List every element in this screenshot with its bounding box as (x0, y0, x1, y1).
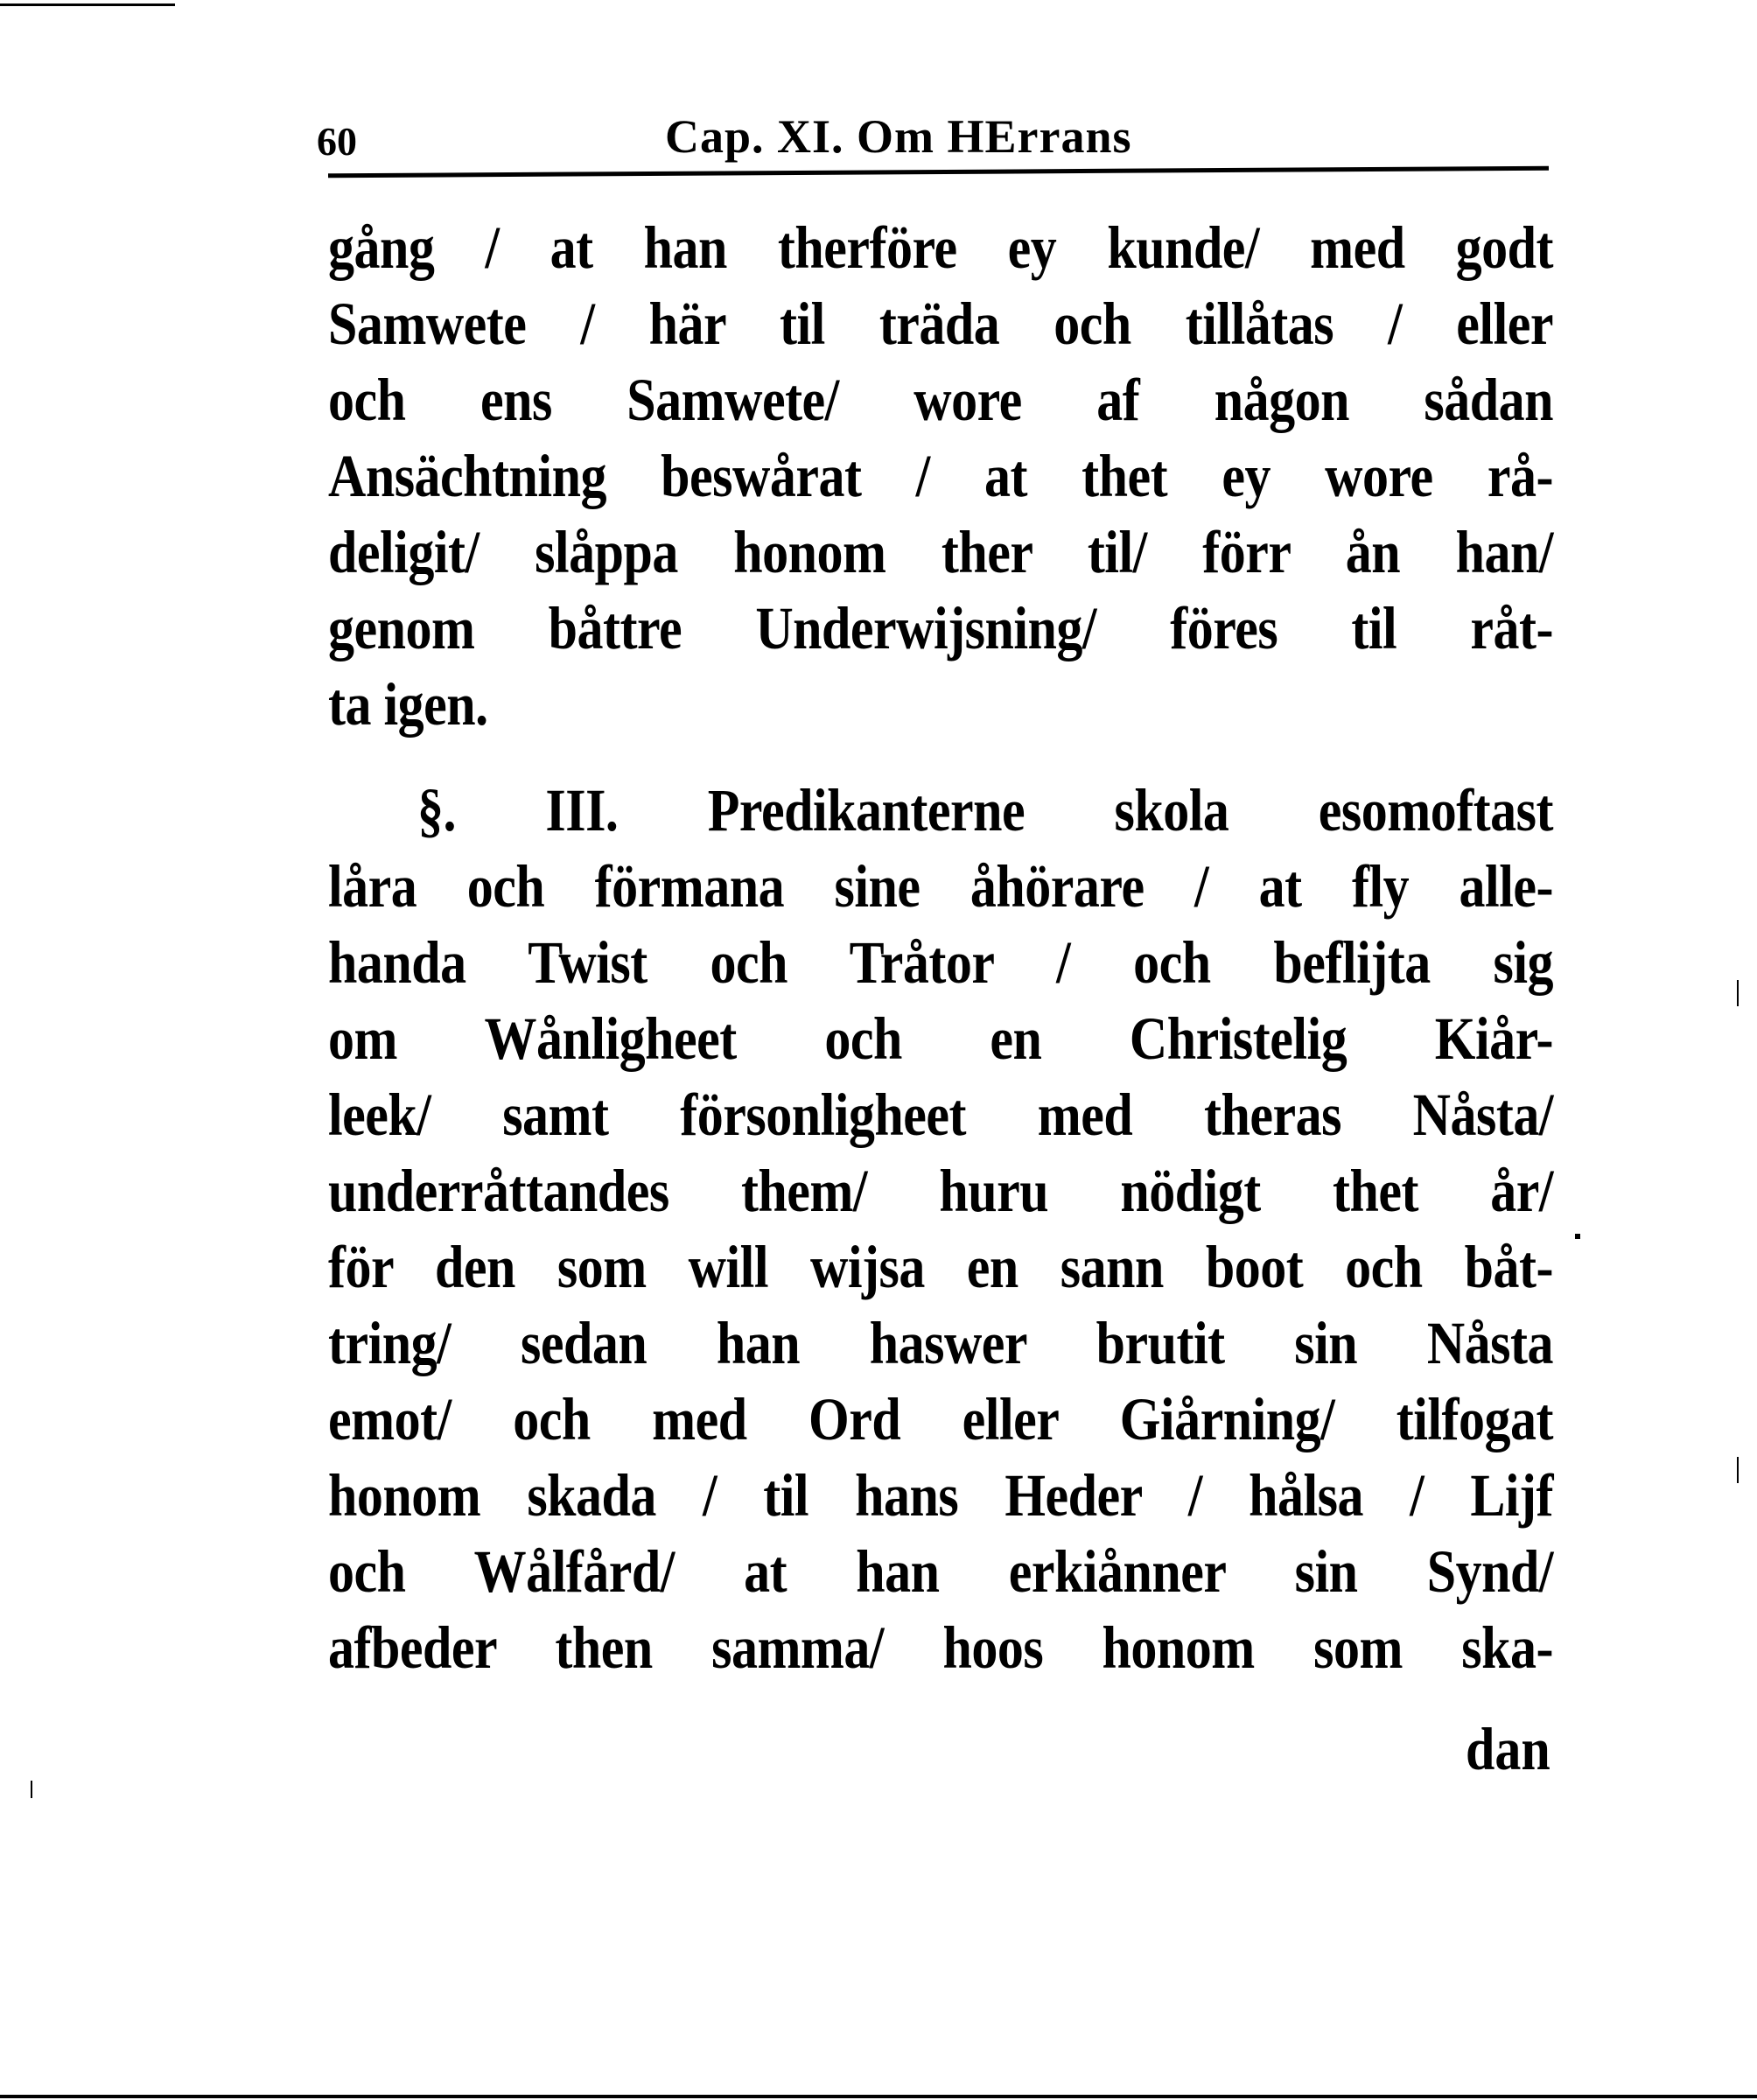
running-head: Cap. XI. Om HErrans (665, 110, 1132, 163)
section-heading-line: §. III. Predikanterne skola esomoftast (417, 777, 1553, 844)
text-line: om Wånligheet och en Christelig Kiår- (328, 1005, 1553, 1072)
text-line: afbeder then samma/ hoos honom som ska- (328, 1614, 1553, 1681)
text-line: leek/ samt försonligheet med theras Nåsta/ (328, 1082, 1553, 1148)
text-line: underråttandes them/ huru nödigt thet år/ (328, 1158, 1553, 1224)
header-rule (328, 166, 1549, 178)
text-line: gång / at han therföre ey kunde/ med godt (328, 214, 1553, 281)
scan-edge-bottom (0, 2095, 1757, 2098)
text-line: för den som will wijsa en sann boot och båt- (328, 1234, 1553, 1300)
scan-edge-top (0, 4, 175, 6)
scan-speck (1737, 980, 1739, 1006)
text-line: ta igen. (328, 671, 488, 738)
text-line: honom skada / til hans Heder / hålsa / Lijf (328, 1462, 1553, 1529)
scan-speck (31, 1781, 32, 1798)
scan-speck (1737, 1457, 1739, 1483)
text-line: emot/ och med Ord eller Giårning/ tilfogat (328, 1386, 1553, 1452)
text-line: Samwete / här til träda och tillåtas / eller (328, 290, 1553, 357)
text-line: och ens Samwete/ wore af någon sådan (328, 367, 1553, 433)
text-line: Ansächtning beswårat / at thet ey wore rå- (328, 443, 1553, 509)
text-line: låra och förmana sine åhörare / at fly alle- (328, 853, 1553, 920)
text-line: deligit/ slåppa honom ther til/ förr ån han/ (328, 519, 1553, 585)
page-number: 60 (317, 119, 357, 164)
text-line: genom båttre Underwijsning/ föres til råt- (328, 595, 1553, 662)
text-line: handa Twist och Tråtor / och beflijta sig (328, 929, 1553, 996)
text-line: och Wålfård/ at han erkiånner sin Synd/ (328, 1538, 1553, 1605)
catchword: dan (1466, 1715, 1550, 1782)
scan-speck (1575, 1234, 1580, 1239)
text-line: tring/ sedan han haswer brutit sin Nåsta (328, 1310, 1553, 1376)
